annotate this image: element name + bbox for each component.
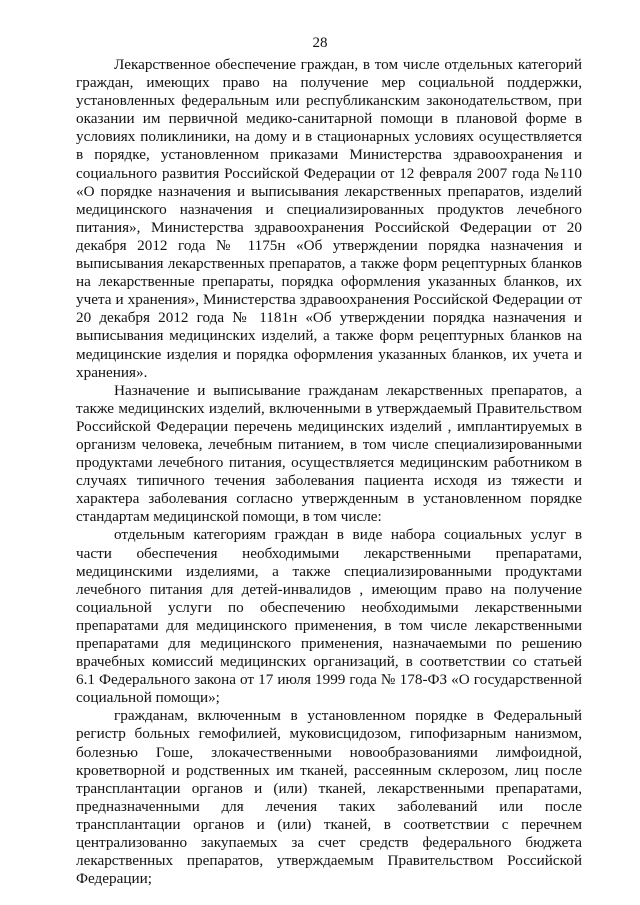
- paragraph-medicine-provision: Лекарственное обеспечение граждан, в том числе отдельных категорий граждан, имеющих право на получение мер социальной поддержки, установленных федеральным или республиканским законодательством, при оказании им первичной медико-санитарной помощи в плановой форме в условиях поликлиники, на дому и в стационарных условиях осуществляется в порядке, установленном приказами Министерства здравоохранения и социального развития Российской Федерации от 12 февраля 2007 года №110 «О порядке назначения и выписывания лекарственных препаратов, изделий медицинского назначения и специализированных продуктов лечебного питания», Министерства здравоохранения Российской Федерации от 20 декабря 2012 года № 1175н «Об утверждении порядка назначения и выписывания лекарственных препаратов, а также форм рецептурных бланков на лекарственные препараты, порядка оформления указанных бланков, их учета и хранения», Министерства здравоохранения Российской Федерации от 20 декабря 2012 года № 1181н «Об утверждении порядка назначения и выписывания медицинских изделий, а также форм рецептурных бланков на медицинские изделия и порядка оформления указанных бланков, их учета и хранения».: [76, 56, 582, 381]
- paragraph-prescription-procedure: Назначение и выписывание гражданам лекарственных препаратов, а также медицинских изделий, включенными в утверждаемый Правительством Российской Федерации перечень медицинских изделий , имплантируемых в организм человека, лечебным питанием, в том числе специализированными продуктами лечебного питания, осуществляется медицинским работником в случаях типичного течения заболевания пациента исходя из тяжести и характера заболевания согласно утвержденным в установленном порядке стандартам медицинской помощи, в том числе:: [76, 381, 582, 526]
- document-body: [76, 56, 582, 888]
- paragraph-federal-register-patients: гражданам, включенным в установленном порядке в Федеральный регистр больных гемофилией, муковисцидозом, гипофизарным нанизмом, болезнью Гоше, злокачественными новообразованиями лимфоидной, кроветворной и родственных им тканей, рассеянным склерозом, лиц после трансплантации органов и (или) тканей, лекарственными препаратами, предназначенными для лечения таких заболеваний или после трансплантации органов и (или) тканей, в соответствии с перечнем централизованно закупаемых за счет средств федерального бюджета лекарственных препаратов, утверждаемым Правительством Российской Федерации;: [76, 707, 582, 888]
- paragraph-social-services-categories: отдельным категориям граждан в виде набора социальных услуг в части обеспечения необходимыми лекарственными препаратами, медицинскими изделиями, а также специализированными продуктами лечебного питания для детей-инвалидов , имеющим право на получение социальной услуги по обеспечению необходимыми лекарственными препаратами для медицинского применения, в том числе лекарственными препаратами для медицинского применения, назначаемыми по решению врачебных комиссий медицинских организаций, в соответствии со статьей 6.1 Федерального закона от 17 июля 1999 года № 178-ФЗ «О государственной социальной помощи»;: [76, 526, 582, 707]
- page-number: 28: [312, 35, 328, 51]
